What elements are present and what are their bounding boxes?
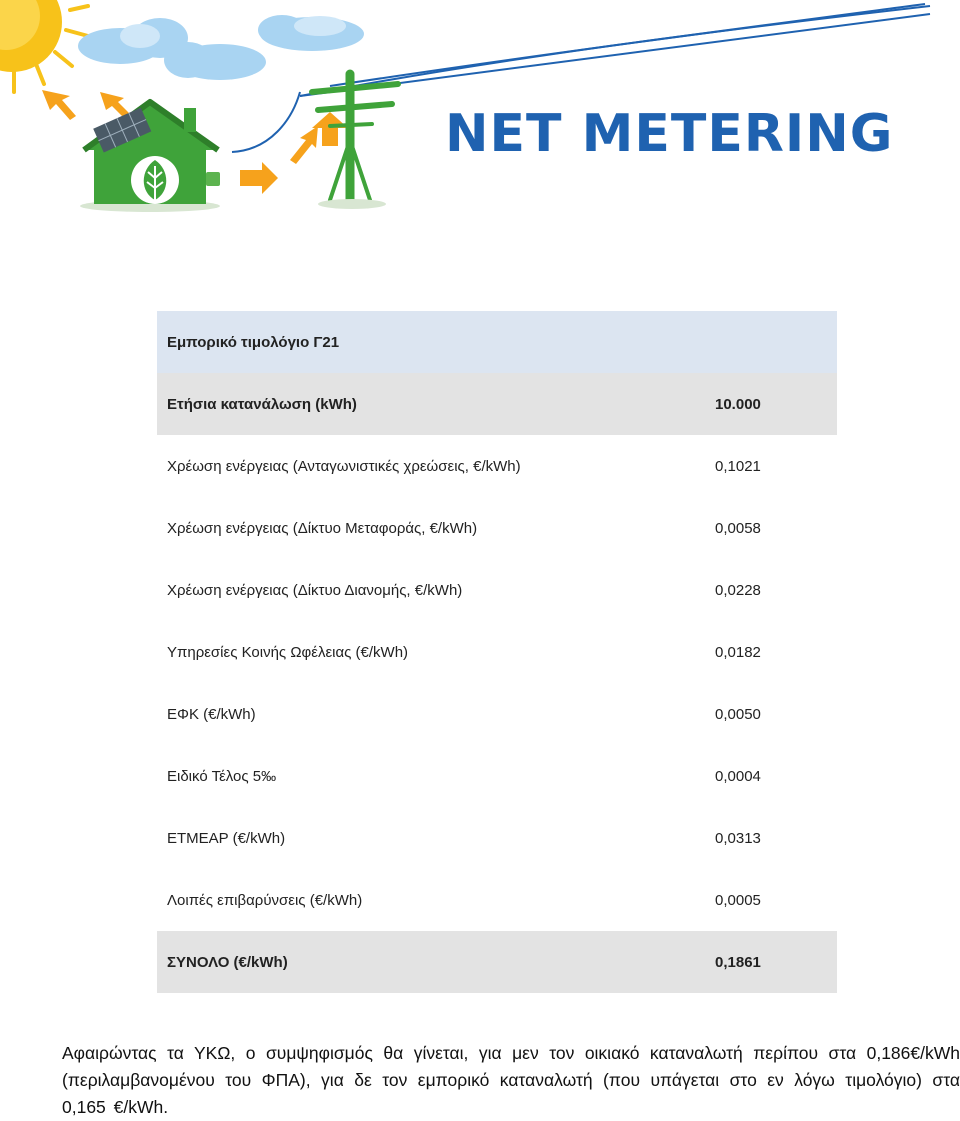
row-value: 0,0182 [715,643,761,661]
row-value: 0,1021 [715,457,761,475]
table-row [157,683,837,745]
total-value: 0,1861 [703,931,837,993]
row-value: 0,0005 [715,891,761,909]
net-metering-banner [0,0,960,220]
row-value: 0,0313 [715,829,761,847]
row-label: Ειδικό Τέλος 5‰ [167,767,277,785]
row-value: 0,0058 [715,519,761,537]
row-value: 0,0004 [715,767,761,785]
leaf-icon [131,156,179,204]
annual-consumption-value: 10.000 [703,373,837,435]
brand-title: NET METERING [445,104,894,164]
table-row [157,621,837,683]
sun-icon [0,0,88,92]
row-label: Χρέωση ενέργειας (Ανταγωνιστικές χρεώσεις, €/kWh) [167,457,521,475]
table-row [157,807,837,869]
table-header-row [157,373,837,435]
table-title-row [157,311,837,373]
table-row [157,745,837,807]
row-label: ΕΤΜΕΑΡ (€/kWh) [167,829,286,847]
table-row [157,435,837,497]
table-title-value-cell [703,311,837,373]
row-label: Χρέωση ενέργειας (Δίκτυο Μεταφοράς, €/kWh) [167,519,478,537]
row-label: Υπηρεσίες Κοινής Ωφέλειας (€/kWh) [167,643,409,661]
table-row [157,497,837,559]
row-label: Λοιπές επιβαρύνσεις (€/kWh) [167,891,363,909]
row-label: ΕΦΚ (€/kWh) [167,705,256,723]
table-total-row [157,931,837,993]
row-value: 0,0228 [715,581,761,599]
tariff-table [157,311,837,993]
summary-paragraph: Αφαιρώντας τα ΥΚΩ, ο συμψηφισμός θα γίνεται, για μεν τον οικιακό καταναλωτή περίπου στα 0,186€/kWh (περιλαμβανομένου του ΦΠΑ), για δε τον εμπορικό καταναλωτή (που υπάγεται στο εν λόγω τιμολόγιο) στα 0,165 €/kWh. [62,1042,960,1117]
annual-consumption-label: Ετήσια κατανάλωση (kWh) [157,373,703,435]
row-value: 0,0050 [715,705,761,723]
table-row [157,869,837,931]
table-row [157,559,837,621]
row-label: Χρέωση ενέργειας (Δίκτυο Διανομής, €/kWh) [167,581,463,599]
total-label: ΣΥΝΟΛΟ (€/kWh) [157,931,703,993]
table-title: Εμπορικό τιμολόγιο Γ21 [157,311,703,373]
